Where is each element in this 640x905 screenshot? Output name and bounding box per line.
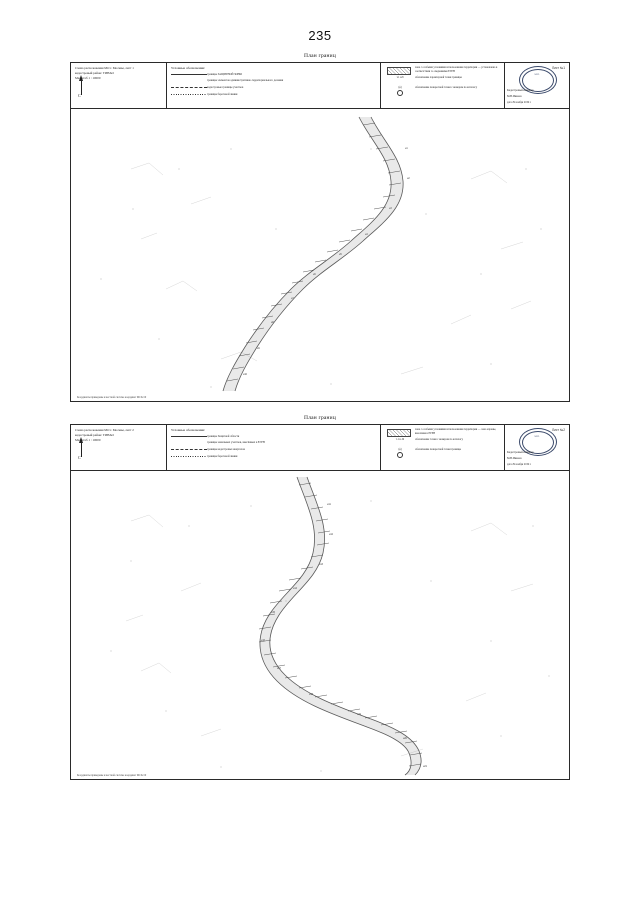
- legend-item-label: границы береговой линии: [207, 454, 238, 458]
- point-marker-label: т.1 н.8: [396, 76, 404, 79]
- svg-text:н4: н4: [365, 233, 368, 236]
- line-dashed-icon: [171, 447, 207, 452]
- symbol-label: обозначение поворотной точки границы: [415, 448, 461, 451]
- svg-text:н3: н3: [389, 207, 392, 210]
- signature-block: [505, 425, 571, 470]
- svg-text:н10: н10: [243, 373, 247, 376]
- svg-text:н11: н11: [327, 503, 331, 506]
- line-solid-thick-icon: [171, 434, 207, 439]
- symbol-row: [385, 76, 500, 84]
- legend-header-band: [71, 63, 569, 109]
- legend-row: [171, 85, 376, 90]
- svg-text:н18: н18: [309, 693, 313, 696]
- line-dashdot-icon: [171, 441, 207, 446]
- signature-name: М.В.Иванов: [507, 95, 522, 98]
- symbol-block: [381, 63, 505, 108]
- symbol-row: [385, 428, 500, 436]
- sheet-title: План границ: [304, 415, 336, 421]
- legend-row: [171, 441, 376, 446]
- legend-item-label: границы элементов административно-территориального деления: [207, 79, 284, 83]
- sheet-scale: Масштаб 1 : 10000: [75, 437, 101, 442]
- svg-text:н15: н15: [271, 611, 275, 614]
- symbol-row: [385, 438, 500, 446]
- sheet-corner-label: Лист №1: [551, 66, 565, 70]
- circle-marker-label: (н): [398, 448, 402, 451]
- legend-item-label: границы земельных участков, внесённых в ЕГРН: [207, 441, 265, 445]
- signature-date: дата 29 ноября 2019 г.: [507, 101, 532, 104]
- signature-name: М.В.Иванов: [507, 457, 522, 460]
- sheet-footer-note: Координаты приведены в местной системе координат МСК-50: [77, 774, 147, 777]
- circle-marker-icon: [385, 448, 415, 456]
- svg-text:н17: н17: [277, 667, 281, 670]
- point-marker-icon: [385, 76, 415, 84]
- symbol-label: обозначение поворотной точки с номером по каталогу: [415, 86, 478, 89]
- legend-item-label: кадастровые границы участков: [207, 85, 244, 89]
- svg-text:н16: н16: [261, 639, 265, 642]
- line-dashdot-icon: [171, 79, 207, 84]
- signature-date: дата 29 ноября 2019 г.: [507, 463, 532, 466]
- legend-block: [167, 425, 381, 470]
- svg-text:н5: н5: [339, 253, 342, 256]
- sheet-info-line-2: кадастровый район: ТИНАО: [75, 432, 114, 437]
- symbol-label: обозначение точки с номером по каталогу: [415, 438, 463, 441]
- legend-row: [171, 447, 376, 452]
- symbol-row: [385, 448, 500, 456]
- map-vector-2: [71, 471, 569, 779]
- symbol-label: зона с особыми условиями использования территории — установлена в соответствии со сведениями ЕГРН: [415, 66, 498, 73]
- point-marker-icon: [385, 438, 415, 446]
- map-drawing-area-2: [71, 471, 569, 779]
- line-dotted-icon: [171, 92, 207, 97]
- point-marker-label: т.1 н.19: [395, 438, 405, 441]
- signature-block: [505, 63, 571, 108]
- symbol-block: [381, 425, 505, 470]
- svg-text:н2: н2: [407, 177, 410, 180]
- map-vector-1: [71, 109, 569, 401]
- map-sheet-2: [70, 415, 570, 780]
- line-solid-thick-icon: [171, 72, 207, 77]
- official-stamp-icon: М.П.: [519, 66, 559, 94]
- sheet-title: План границ: [304, 53, 336, 59]
- hatch-area-icon: [385, 66, 415, 74]
- legend-row: [171, 434, 376, 439]
- svg-text:н13: н13: [319, 563, 323, 566]
- legend-row: [171, 79, 376, 84]
- sheet-info-block: [71, 425, 167, 470]
- legend-header-band: [71, 425, 569, 471]
- legend-heading: Условные обозначения:: [171, 428, 205, 432]
- signature-position: Кадастровый инженер: [507, 89, 534, 92]
- svg-text:н9: н9: [257, 347, 260, 350]
- svg-text:н6: н6: [313, 273, 316, 276]
- official-stamp-icon: М.П.: [519, 428, 559, 456]
- legend-row: [171, 454, 376, 459]
- legend-item-label: границы кадастровых кварталов: [207, 447, 245, 451]
- line-dotted-icon: [171, 454, 207, 459]
- north-arrow-icon: C: [76, 437, 86, 463]
- north-arrow-icon: C: [76, 75, 86, 101]
- sheet-info-line-1: Схема расположения МО г. Москвы, лист 1: [75, 66, 134, 70]
- svg-text:н19: н19: [357, 713, 361, 716]
- legend-row: [171, 72, 376, 77]
- legend-block: [167, 63, 381, 108]
- legend-heading: Условные обозначения:: [171, 66, 205, 70]
- sheet-footer-note: Координаты приведены в местной системе координат МСК-50: [77, 396, 147, 399]
- symbol-label: обозначение характерной точки границы: [415, 76, 462, 79]
- sheet-corner-label: Лист №2: [551, 428, 565, 432]
- svg-text:н21: н21: [423, 765, 427, 768]
- signature-position: Кадастровый инженер: [507, 451, 534, 454]
- legend-item-label: границы ЗАЩИТНОЙ ЗОНЫ: [207, 72, 242, 76]
- legend-item-label: границы Защитной области: [207, 434, 240, 438]
- symbol-row: [385, 66, 500, 74]
- circle-marker-label: (н): [398, 86, 402, 89]
- map-drawing-area-1: [71, 109, 569, 401]
- svg-text:н12: н12: [329, 533, 333, 536]
- sheet-scale: Масштаб 1 : 10000: [75, 75, 101, 80]
- hatch-area-icon: [385, 428, 415, 436]
- sheet-info-block: [71, 63, 167, 108]
- svg-text:н8: н8: [271, 321, 274, 324]
- sheet-info-line-1: Схема расположения МО г. Москвы, лист 2: [75, 428, 134, 432]
- legend-item-label: границы береговой линии: [207, 92, 238, 96]
- map-sheet-1: [70, 53, 570, 402]
- svg-text:н7: н7: [291, 297, 294, 300]
- sheet-info-line-2: кадастровый район: ТИНАО: [75, 70, 114, 75]
- line-dashed-icon: [171, 85, 207, 90]
- symbol-row: [385, 86, 500, 94]
- svg-text:н20: н20: [403, 737, 407, 740]
- page-number: 235: [308, 28, 332, 43]
- svg-text:н14: н14: [293, 587, 297, 590]
- svg-text:н1: н1: [405, 147, 408, 150]
- circle-marker-icon: [385, 86, 415, 94]
- symbol-label: зона с особыми условиями использования территории — зона охраны, вносимая в ЕГРН: [415, 428, 497, 435]
- legend-row: [171, 92, 376, 97]
